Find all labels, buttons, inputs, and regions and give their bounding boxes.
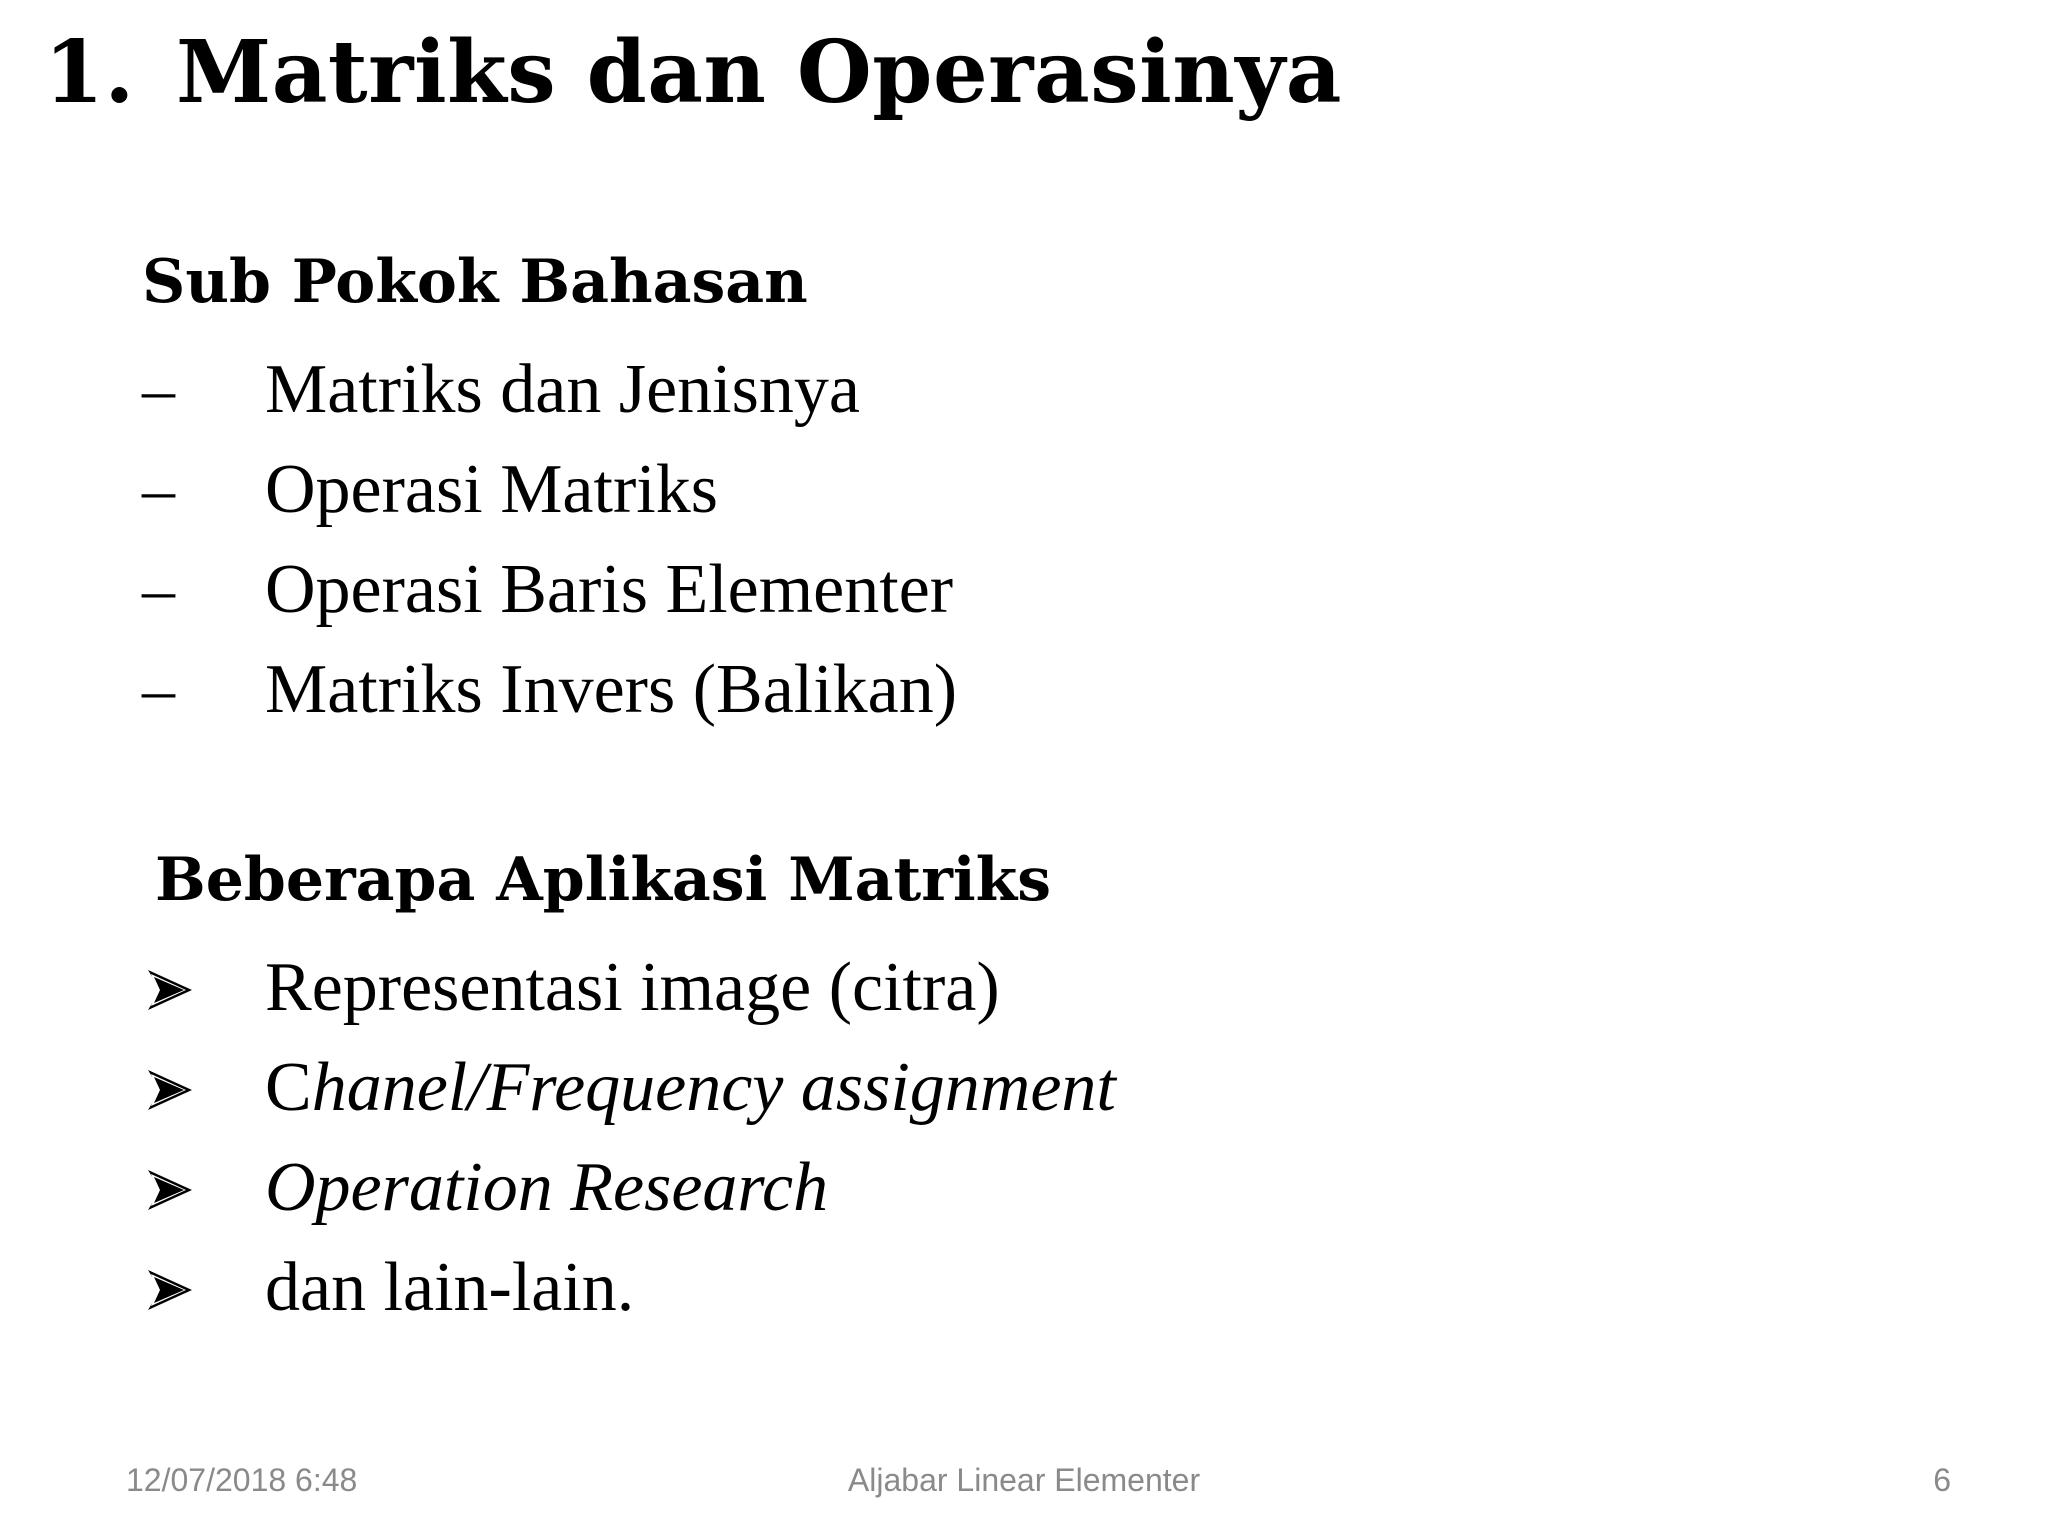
list-item-text: Operation Research	[265, 1149, 829, 1226]
dash-marker: –	[142, 553, 175, 626]
title-number: 1.	[44, 22, 135, 123]
arrowhead-bullet-icon	[148, 1270, 192, 1310]
list-item-text: Matriks dan Jenisnya	[265, 351, 860, 428]
list-item-prefix: C	[265, 1049, 312, 1126]
list-item-text	[265, 1038, 1116, 1138]
list-item-text: Operasi Baris Elementer	[265, 551, 954, 628]
list-item-text: Matriks Invers (Balikan)	[265, 651, 958, 728]
section-heading-sub-pokok-bahasan: Sub Pokok Bahasan	[142, 247, 808, 317]
title-text: Matriks dan Operasinya	[176, 22, 1342, 123]
section-heading-aplikasi-matriks: Beberapa Aplikasi Matriks	[155, 845, 1051, 915]
footer-date: 12/07/2018 6:48	[126, 1462, 358, 1498]
arrowhead-bullet-icon	[148, 1070, 192, 1110]
footer-page-number: 6	[1933, 1462, 1951, 1498]
dash-marker: –	[142, 453, 175, 526]
arrowhead-bullet-icon	[148, 1170, 192, 1210]
dash-marker: –	[142, 353, 175, 426]
slide-title	[44, 18, 1342, 128]
list-item-text: Operasi Matriks	[265, 451, 718, 528]
arrowhead-bullet-icon	[148, 970, 192, 1010]
list-item-text: Representasi image (citra)	[265, 949, 1000, 1026]
dash-marker: –	[142, 653, 175, 726]
list-item-text: dan lain-lain.	[265, 1249, 635, 1326]
footer-course-title: Aljabar Linear Elementer	[847, 1462, 1201, 1498]
list-item-italic-text: hanel/Frequency assignment	[311, 1049, 1116, 1126]
